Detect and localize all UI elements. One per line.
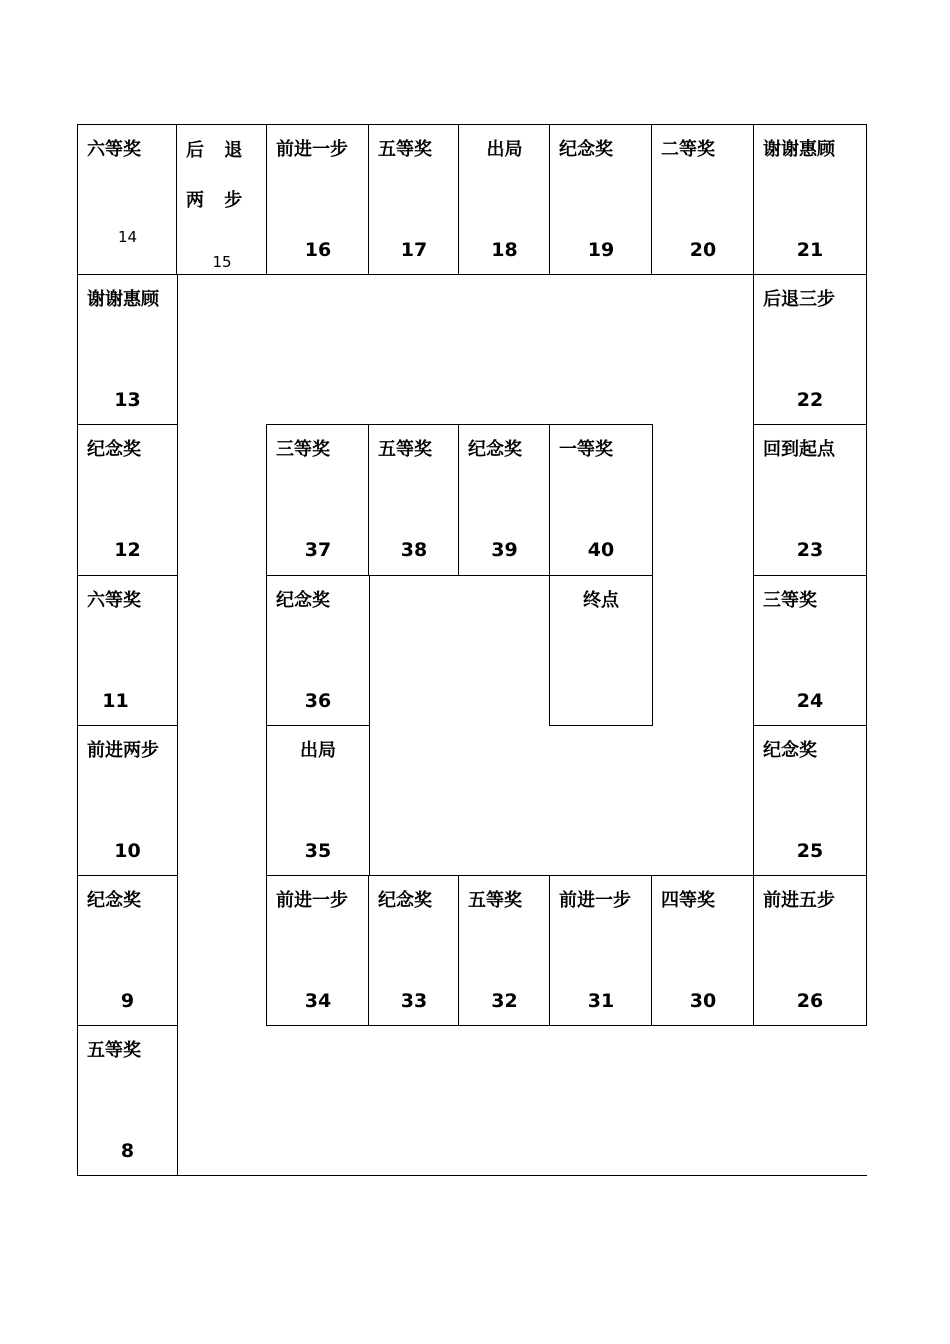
cell-number: 12 [114, 539, 141, 561]
board-cell-18 [458, 124, 551, 275]
cell-label: 五等奖 [378, 139, 432, 160]
cell-label: 回到起点 [763, 439, 835, 460]
board-cell-24 [753, 575, 867, 726]
cell-number: 9 [120, 990, 135, 1012]
board-cell-13 [77, 274, 178, 425]
cell-label: 四等奖 [661, 890, 715, 911]
board-cell-37 [266, 424, 370, 576]
board-cell-36 [266, 575, 370, 726]
board-cell-14 [77, 124, 178, 275]
cell-label: 三等奖 [763, 590, 817, 611]
cell-number: 8 [120, 1140, 135, 1162]
cell-number: 16 [304, 239, 332, 261]
board-cell-21 [753, 124, 867, 275]
cell-label: 纪念奖 [276, 590, 330, 611]
cell-number: 39 [491, 539, 518, 561]
board-cell-11 [77, 575, 178, 726]
board-cell-26 [753, 875, 867, 1026]
board-cell-20 [651, 124, 755, 275]
cell-label: 前进一步 [276, 890, 348, 911]
cell-number: 24 [796, 690, 824, 712]
cell-label: 前进五步 [763, 890, 835, 911]
cell-label: 后退三步 [763, 289, 835, 310]
cell-label: 五等奖 [87, 1040, 141, 1061]
cell-label: 五等奖 [378, 439, 432, 460]
cell-number: 11 [102, 690, 129, 712]
cell-label: 纪念奖 [378, 890, 432, 911]
cell-label: 六等奖 [87, 590, 141, 611]
board-cell-31 [549, 875, 653, 1026]
board-cell-9 [77, 875, 178, 1026]
cell-label: 一等奖 [559, 439, 613, 460]
cell-label: 纪念奖 [87, 439, 141, 460]
cell-number: 25 [796, 840, 824, 862]
cell-label: 纪念奖 [87, 890, 141, 911]
cell-number: 35 [304, 840, 332, 862]
cell-label: 前进一步 [559, 890, 631, 911]
board-cell-25 [753, 725, 867, 876]
cell-number: 26 [796, 990, 824, 1012]
cell-label: 纪念奖 [763, 740, 817, 761]
board-cell-30 [651, 875, 755, 1026]
cell-number: 13 [114, 389, 141, 411]
cell-number: 18 [491, 239, 518, 261]
cell-label: 后 退 两 步 [186, 140, 250, 211]
board-cell-22 [753, 274, 867, 425]
board-cell-34 [266, 875, 370, 1026]
cell-label: 纪念奖 [559, 139, 613, 160]
cell-label: 出局 [300, 740, 336, 761]
cell-label: 三等奖 [276, 439, 330, 460]
board-cell-40 [549, 424, 653, 576]
board-cell-end [549, 575, 653, 726]
cell-number: 23 [796, 539, 824, 561]
cell-number: 14 [117, 228, 138, 246]
board-cell-33 [368, 875, 460, 1026]
cell-number: 38 [400, 539, 428, 561]
cell-number: 20 [689, 239, 717, 261]
board-cell-8 [77, 1025, 178, 1176]
cell-label: 谢谢惠顾 [763, 139, 835, 160]
board-cell-39 [458, 424, 551, 576]
cell-number: 15 [212, 253, 232, 271]
cell-number: 36 [304, 690, 332, 712]
board-cell-23 [753, 424, 867, 576]
cell-label: 二等奖 [661, 139, 715, 160]
cell-number: 22 [796, 389, 824, 411]
board-cell-10 [77, 725, 178, 876]
cell-number: 17 [400, 239, 428, 261]
cell-number: 33 [400, 990, 428, 1012]
cell-number: 40 [587, 539, 615, 561]
cell-number: 30 [689, 990, 717, 1012]
cell-label: 纪念奖 [468, 439, 522, 460]
board-cell-16 [266, 124, 370, 275]
board-cell-12 [77, 424, 178, 576]
cell-number: 32 [491, 990, 518, 1012]
cell-label: 六等奖 [87, 139, 141, 160]
cell-number: 34 [304, 990, 332, 1012]
cell-label: 谢谢惠顾 [87, 289, 159, 310]
cell-number: 31 [587, 990, 615, 1012]
cell-label: 前进一步 [276, 139, 348, 160]
board-cell-19 [549, 124, 653, 275]
cell-label: 五等奖 [468, 890, 522, 911]
board-bottom-border [176, 1175, 867, 1176]
cell-label: 前进两步 [87, 740, 159, 761]
cell-number: 21 [796, 239, 824, 261]
board-cell-32 [458, 875, 551, 1026]
cell-number: 19 [587, 239, 615, 261]
board-cell-17 [368, 124, 460, 275]
cell-number: 37 [304, 539, 332, 561]
cell-number: 10 [114, 840, 141, 862]
board-cell-35 [266, 725, 370, 876]
cell-label: 终点 [583, 590, 619, 611]
board-cell-38 [368, 424, 460, 576]
cell-label: 出局 [486, 139, 523, 160]
board-cell-15 [176, 124, 268, 275]
